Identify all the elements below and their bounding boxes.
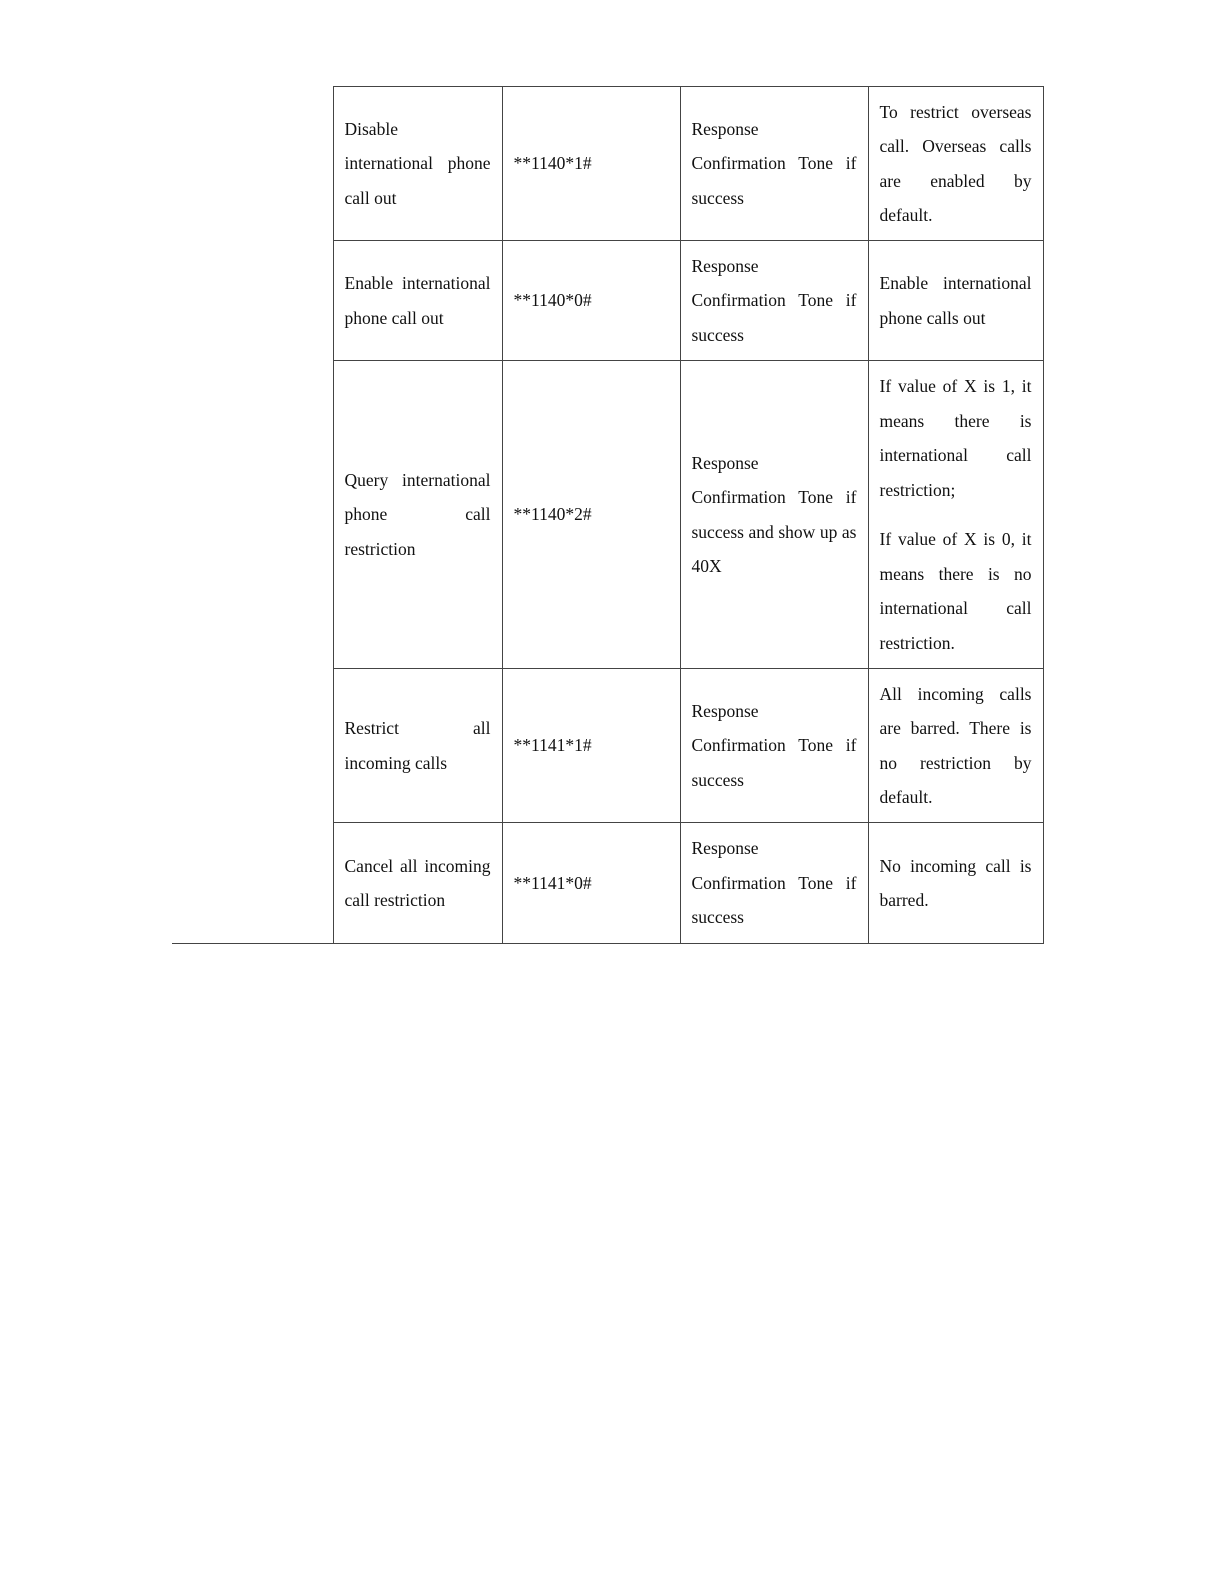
function-cell: Restrict all incoming calls: [333, 669, 502, 823]
code-cell: **1141*0#: [502, 823, 680, 944]
note-cell: [868, 361, 1043, 669]
function-cell: Cancel all incoming call restriction: [333, 823, 502, 944]
category-cell: [172, 87, 333, 944]
note-cell: [868, 87, 1043, 241]
note-cell: [868, 669, 1043, 823]
function-cell: Disable international phone call out: [333, 87, 502, 241]
note-cell: [868, 823, 1043, 944]
response-cell: Response Confirmation Tone if success: [680, 823, 868, 944]
code-cell: **1140*0#: [502, 241, 680, 361]
code-cell: **1141*1#: [502, 669, 680, 823]
code-cell: **1140*1#: [502, 87, 680, 241]
note-text: If value of X is 0, it means there is no international call restriction.: [879, 529, 1032, 653]
table-bottom-rule: [172, 943, 1043, 944]
response-cell: Response Confirmation Tone if success: [680, 669, 868, 823]
note-text: No incoming call is barred.: [879, 855, 1032, 910]
response-cell: Response Confirmation Tone if success: [680, 241, 868, 361]
note-text: All incoming calls are barred. There is no restriction by default.: [879, 683, 1032, 807]
code-cell: **1140*2#: [502, 361, 680, 669]
feature-code-table: [172, 86, 1044, 944]
table-row: [172, 87, 1043, 241]
note-text: To restrict overseas call. Overseas calls are enabled by default.: [879, 101, 1032, 225]
function-cell: Enable international phone call out: [333, 241, 502, 361]
function-cell: Query international phone call restriction: [333, 361, 502, 669]
response-cell: Response Confirmation Tone if success and show up as 40X: [680, 361, 868, 669]
note-cell: [868, 241, 1043, 361]
response-cell: Response Confirmation Tone if success: [680, 87, 868, 241]
note-text: Enable international phone calls out: [879, 273, 1032, 328]
note-text: If value of X is 1, it means there is international call restriction;: [879, 376, 1032, 500]
